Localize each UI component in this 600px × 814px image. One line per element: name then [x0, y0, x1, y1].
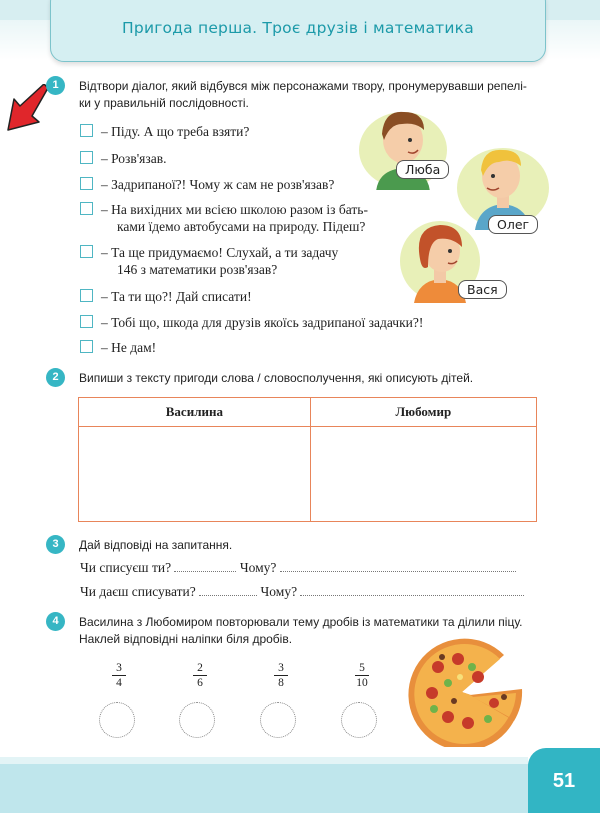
dialog-line: – Задрипаної?! Чому ж сам не розв'язав?	[80, 176, 334, 193]
pizza-illustration	[408, 637, 528, 747]
number-checkbox[interactable]	[80, 340, 93, 353]
task3-instruction: Дай відповіді на запитання.	[79, 538, 233, 552]
task-number-2: 2	[46, 368, 65, 387]
fraction: $\frac{2}{6}$	[185, 662, 215, 690]
footer-bar	[0, 764, 600, 813]
answer-field[interactable]	[280, 560, 516, 572]
dialog-line-continuation: 146 з математики розв'язав?	[117, 262, 278, 277]
dialog-line: – Та ти що?! Дай списати!	[80, 288, 252, 305]
character-label: Люба	[396, 160, 449, 179]
dialog-line: – Піду. А що треба взяти?	[80, 123, 249, 140]
task-number-4: 4	[46, 612, 65, 631]
answer-field[interactable]	[300, 584, 524, 596]
dialog-line: – Та ще придумаємо! Слухай, а ти задачу	[80, 244, 338, 261]
description-table	[78, 397, 537, 522]
question-row-1: Чи списуєш ти? Чому?	[80, 560, 516, 576]
character-label: Олег	[488, 215, 538, 234]
task2-instruction: Випиши з тексту пригоди слова / словосполучення, які описують дітей.	[79, 371, 474, 385]
number-checkbox[interactable]	[80, 151, 93, 164]
number-checkbox[interactable]	[80, 315, 93, 328]
number-checkbox[interactable]	[80, 177, 93, 190]
page-title: Пригода перша. Троє друзів і математика	[122, 19, 474, 37]
fraction: $\frac{3}{8}$	[266, 662, 296, 690]
number-checkbox[interactable]	[80, 202, 93, 215]
task-number-1: 1	[46, 76, 65, 95]
sticker-placeholder[interactable]	[179, 702, 215, 738]
sticker-placeholder[interactable]	[99, 702, 135, 738]
fraction: $\frac{3}{4}$	[104, 662, 134, 690]
character-label: Вася	[458, 280, 507, 299]
number-checkbox[interactable]	[80, 245, 93, 258]
task-number-3: 3	[46, 535, 65, 554]
sticker-placeholder[interactable]	[341, 702, 377, 738]
answer-cell-lyubomyr[interactable]	[310, 427, 536, 522]
table-header-vasylyna: Василина	[79, 398, 311, 427]
dialog-line: – Тобі що, шкода для друзів якоїсь задрипаної задачки?!	[80, 314, 423, 331]
table-header-lyubomyr: Любомир	[310, 398, 536, 427]
page-number: 51	[528, 748, 600, 813]
answer-field[interactable]	[174, 560, 236, 572]
title-banner	[50, 0, 546, 62]
dialog-line: – Розв'язав.	[80, 150, 166, 167]
fraction: $\frac{5}{10}$	[356, 662, 368, 689]
task4-instruction: Василина з Любомиром повторювали тему дробів із математики та ділили піцу. Наклей відповідні наліпки біля дробів.	[79, 615, 523, 646]
answer-field[interactable]	[199, 584, 257, 596]
question-row-2: Чи даєш списувати? Чому?	[80, 584, 524, 600]
dialog-line-continuation: ками їдемо автобусами на природу. Підеш?	[117, 219, 366, 234]
footer-strip	[0, 757, 528, 764]
dialog-line: – На вихідних ми всією школою разом із бать-	[80, 201, 368, 218]
answer-cell-vasylyna[interactable]	[79, 427, 311, 522]
dialog-line: – Не дам!	[80, 339, 156, 356]
red-arrow-icon	[6, 84, 52, 134]
number-checkbox[interactable]	[80, 124, 93, 137]
task1-instruction: Відтвори діалог, який відбувся між персонажами твору, пронумерувавши репелі- ки у правильній послідовності.	[79, 79, 527, 110]
sticker-placeholder[interactable]	[260, 702, 296, 738]
number-checkbox[interactable]	[80, 289, 93, 302]
